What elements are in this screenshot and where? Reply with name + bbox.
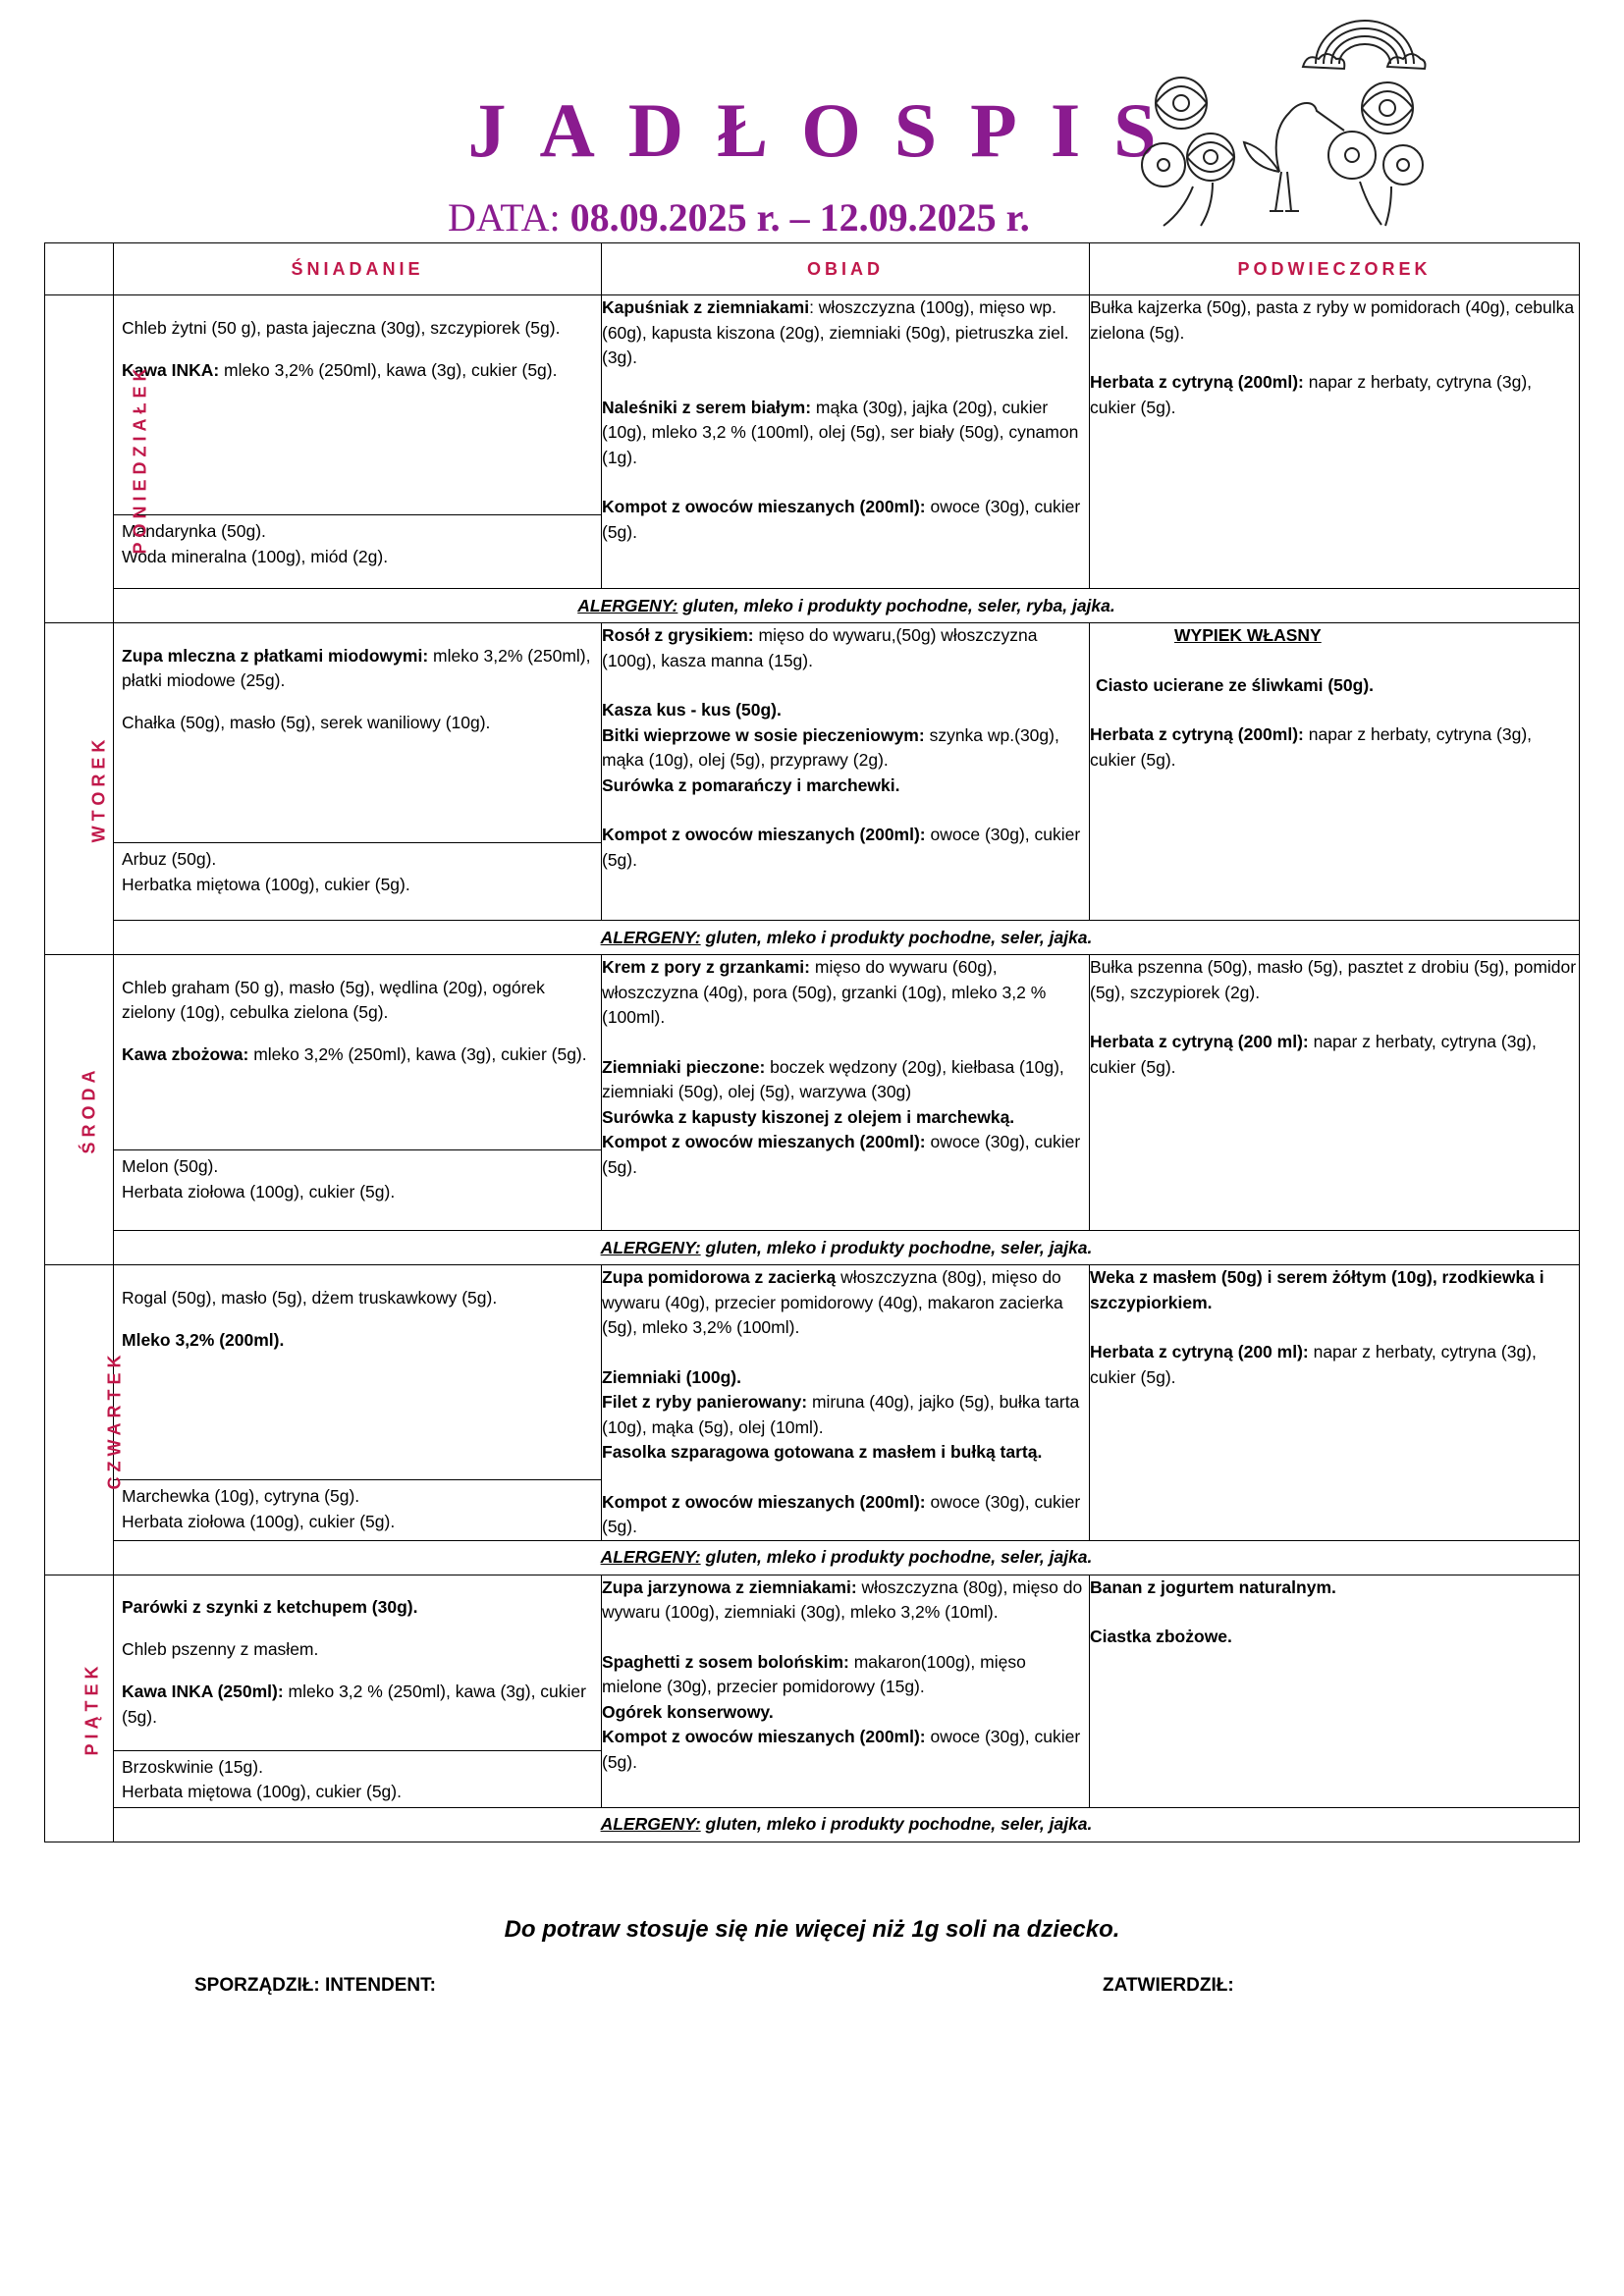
day-label-cell [45,295,150,623]
day-row [45,623,1580,921]
menu-item [602,1575,1089,1626]
menu-item-name: Spaghetti z sosem bolońskim: [602,1651,849,1672]
stork-flowers-rainbow-illustration [1134,10,1429,234]
menu-item [602,1440,1089,1466]
breakfast-cell [114,295,602,589]
allergen-row [45,589,1580,623]
menu-item [1090,295,1579,346]
menu-item-name: Surówka z pomarańczy i marchewki. [602,774,900,795]
spacer [602,1031,1089,1055]
allergen-row [45,1540,1580,1575]
menu-item: Marchewka (10g), cytryna (5g). [122,1486,360,1506]
allergen-cell [114,1540,1580,1575]
menu-item [602,1365,1089,1391]
allergen-list: gluten, mleko i produkty pochodne, seler, jajka. [700,1237,1093,1257]
menu-item-ingredients: napar z herbaty, cytryna (3g), cukier (5g). [1090,1032,1537,1077]
column-header-lunch: OBIAD [602,243,1090,295]
menu-item [602,1265,1089,1341]
menu-item-name: Herbata z cytryną (200ml): [1090,724,1304,744]
page-title: JADŁOSPIS [467,87,1190,173]
allergen-list: gluten, mleko i produkty pochodne, seler, jajka. [700,927,1093,947]
column-header-snack: PODWIECZOREK [1090,243,1580,295]
day-name: PIĄTEK [81,1660,102,1756]
breakfast-main [114,1265,601,1479]
menu-item [1090,1340,1579,1390]
menu-item [122,1595,593,1621]
breakfast-main [114,1575,601,1750]
breakfast-cell [114,623,602,921]
menu-item [602,774,1089,799]
allergen-row [45,921,1580,955]
breakfast-second [114,1750,601,1811]
menu-item [122,1328,593,1354]
menu-item-ingredients: Bułka pszenna (50g), masło (5g), pasztet z drobiu (5g), pomidor (5g), szczypiorek (2g). [1090,957,1577,1002]
menu-table [44,242,1580,1842]
allergen-label: ALERGENY: [600,1547,701,1567]
menu-item-name: Weka z masłem (50g) i serem żółtym (10g), rzodkiewka i szczypiorkiem. [1090,1267,1544,1312]
day-label-cell [45,1265,125,1575]
breakfast-cell [114,1265,602,1541]
spacer [602,1341,1089,1365]
spacer [1090,346,1579,370]
spacer [1090,1005,1579,1030]
menu-item-name: Krem z pory z grzankami: [602,957,810,977]
breakfast-main [114,955,601,1149]
menu-item-ingredients: makaron(100g), mięso mielone (30g), przecier pomidorowy (15g). [602,1651,1026,1696]
column-header-breakfast: ŚNIADANIE [114,243,602,295]
salt-note: Do potraw stosuje się nie więcej niż 1g soli na dziecko. [504,1916,1120,1943]
menu-item-ingredients: owoce (30g), cukier (5g). [602,1132,1081,1177]
menu-item [602,823,1089,873]
snack-cell [1090,1265,1580,1541]
allergen-list: gluten, mleko i produkty pochodne, seler, jajka. [700,1547,1093,1567]
allergen-label: ALERGENY: [600,927,701,947]
menu-item [122,644,593,694]
allergen-label: ALERGENY: [600,1814,701,1834]
lunch-cell [602,955,1090,1231]
spacer [602,371,1089,396]
spacer [602,1626,1089,1650]
menu-item-name: Ogórek konserwowy. [602,1701,774,1722]
menu-item: Herbata miętowa (100g), cukier (5g). [122,1782,402,1801]
breakfast-main [114,623,601,842]
breakfast-second [114,842,601,920]
allergen-list: gluten, mleko i produkty pochodne, seler, ryba, jajka. [677,595,1115,615]
menu-item: Herbata ziołowa (100g), cukier (5g). [122,1181,396,1201]
menu-item-name: Kawa INKA: [122,359,220,380]
menu-item-name: Mleko 3,2% (200ml). [122,1329,285,1350]
menu-item [122,1286,593,1311]
approved-by-label: ZATWIERDZIŁ: [1103,1975,1234,1996]
allergen-row [45,1807,1580,1842]
day-row [45,1265,1580,1541]
menu-item-name: Herbata z cytryną (200ml): [1090,372,1304,392]
day-label-cell [45,1575,114,1842]
menu-item-name: Kasza kus - kus (50g). [602,700,782,720]
allergen-label: ALERGENY: [600,1237,701,1257]
breakfast-second [114,514,601,588]
allergen-cell [114,1231,1580,1265]
menu-item-name: Kompot z owoców mieszanych (200ml): [602,1727,926,1746]
menu-item [602,1130,1089,1180]
menu-item-ingredients: mąka (30g), jajka (20g), cukier (10g), mleko 3,2 % (100ml), olej (5g), ser biały (50g), cynamon (1g). [602,397,1079,467]
menu-item [1090,370,1579,420]
spacer [1090,698,1579,722]
breakfast-main [114,295,601,514]
menu-item: Brzoskwinie (15g). [122,1756,263,1777]
lunch-cell [602,295,1090,589]
menu-item-name: Bitki wieprzowe w sosie pieczeniowym: [602,724,925,745]
menu-item-name: Ziemniaki (100g). [602,1366,741,1387]
date-label: DATA: [448,195,561,240]
menu-item-ingredients: mleko 3,2% (250ml), kawa (3g), cukier (5g). [219,359,558,380]
spacer [1090,649,1579,673]
breakfast-cell [114,1575,602,1807]
menu-item-ingredients: miruna (40g), jajko (5g), bułka tarta (10g), mąka (5g), olej (10ml). [602,1392,1080,1437]
menu-item-name: Zupa pomidorowa z zacierką [602,1267,837,1287]
menu-item-ingredients: szynka wp.(30g), mąka (10g), olej (5g), przyprawy (2g). [602,724,1059,770]
menu-item-ingredients: mięso do wywaru (60g), włoszczyzna (40g), pora (50g), grzanki (10g), mleko 3,2 % (100ml). [602,957,1047,1027]
menu-item-name: Banan z jogurtem naturalnym. [1090,1576,1336,1597]
menu-item-ingredients: owoce (30g), cukier (5g). [602,1491,1081,1536]
menu-item-name: Kompot z owoców mieszanych (200ml): [602,1491,926,1512]
allergen-cell [114,921,1580,955]
menu-item [1090,1030,1579,1080]
menu-item [1090,623,1579,649]
lunch-cell [602,1575,1090,1807]
menu-item-name: Kawa zbożowa: [122,1044,249,1064]
menu-item: Arbuz (50g). [122,849,217,869]
menu-item-name: Ziemniaki pieczone: [602,1056,766,1077]
menu-item-name: Herbata z cytryną (200 ml): [1090,1032,1309,1051]
menu-item: Herbatka miętowa (100g), cukier (5g). [122,874,410,894]
menu-item-ingredients: Chałka (50g), masło (5g), serek waniliowy (10g). [122,713,491,732]
menu-item [602,1700,1089,1726]
menu-item-ingredients: Chleb żytni (50 g), pasta jajeczna (30g), szczypiorek (5g). [122,317,561,338]
menu-item-name: Kompot z owoców mieszanych (200ml): [602,497,926,516]
menu-item [1090,1575,1579,1601]
menu-item [602,1105,1089,1131]
menu-item-name: Kawa INKA (250ml): [122,1682,284,1701]
day-row [45,295,1580,589]
menu-item [602,955,1089,1031]
menu-item [602,1390,1089,1440]
menu-item-ingredients: napar z herbaty, cytryna (3g), cukier (5g). [1090,1342,1537,1387]
spacer [1090,1315,1579,1340]
menu-item-ingredients: włoszczyzna (80g), mięso do wywaru (40g), przecier pomidorowy (40g), makaron zacierka (5g), mleko 3,2% (100ml). [602,1267,1063,1337]
allergen-row [45,1231,1580,1265]
menu-item [602,1725,1089,1775]
menu-item-name: Fasolka szparagowa gotowana z masłem i bułką tartą. [602,1442,1043,1462]
day-label-cell [45,623,114,955]
lunch-cell [602,623,1090,921]
spacer [602,1466,1089,1490]
menu-item-ingredients: mleko 3,2 % (250ml), kawa (3g), cukier (5g). [122,1682,586,1727]
menu-item-name: Zupa jarzynowa z ziemniakami: [602,1576,857,1597]
menu-item [602,1055,1089,1105]
menu-item-name: Herbata z cytryną (200 ml): [1090,1342,1309,1362]
menu-item-name: Parówki z szynki z ketchupem (30g). [122,1597,418,1617]
menu-item: Woda mineralna (100g), miód (2g). [122,546,389,566]
spacer [602,470,1089,495]
menu-item [602,698,1089,723]
menu-item-ingredients: : włoszczyzna (100g), mięso wp.(60g), kapusta kiszona (20g), ziemniaki (50g), pietruszka ziel. (3g). [602,297,1069,367]
menu-item: Melon (50g). [122,1156,219,1176]
menu-item-ingredients: mięso do wywaru,(50g) włoszczyzna (100g), kasza manna (15g). [602,625,1038,670]
menu-item-ingredients: mleko 3,2% (250ml), płatki miodowe (25g). [122,645,591,690]
menu-item [122,316,593,342]
menu-item [1090,955,1579,1005]
menu-item-ingredients: boczek wędzony (20g), kiełbasa (10g), ziemniaki (50g), olej (5g), warzywa (30g) [602,1056,1064,1101]
menu-item [122,976,593,1026]
breakfast-second [114,1149,601,1230]
menu-item [1090,673,1579,699]
menu-item [122,1680,593,1730]
menu-item [602,295,1089,371]
breakfast-cell [114,955,602,1231]
menu-item-name: Kompot z owoców mieszanych (200ml): [602,1132,926,1151]
date-value: 08.09.2025 r. – 12.09.2025 r. [560,195,1030,240]
allergen-cell [114,1807,1580,1842]
menu-item-heading: WYPIEK WŁASNY [1174,625,1322,645]
day-name: ŚRODA [79,1065,99,1154]
date-range [448,194,1030,240]
menu-item: Herbata ziołowa (100g), cukier (5g). [122,1511,396,1531]
prepared-by-label: SPORZĄDZIŁ: INTENDENT: [194,1975,436,1996]
breakfast-second [114,1479,601,1540]
snack-cell [1090,295,1580,589]
menu-item [122,1637,593,1663]
day-row [45,1575,1580,1807]
menu-item-ingredients: Chleb graham (50 g), masło (5g), wędlina (20g), ogórek zielony (10g), cebulka zielona (5g). [122,977,545,1022]
corner-cell [45,243,114,295]
menu-item-name: Ciastka zbożowe. [1090,1627,1232,1646]
menu-item-ingredients: Rogal (50g), masło (5g), dżem truskawkowy (5g). [122,1287,498,1308]
menu-item [122,1042,593,1068]
menu-item-ingredients: Chleb pszenny z masłem. [122,1639,319,1659]
menu-item-name: Filet z ryby panierowany: [602,1392,808,1412]
allergen-list: gluten, mleko i produkty pochodne, seler, jajka. [700,1814,1093,1834]
allergen-label: ALERGENY: [577,595,678,615]
day-row [45,955,1580,1231]
menu-item [602,723,1089,774]
menu-item-name: Zupa mleczna z płatkami miodowymi: [122,645,429,666]
menu-item [602,495,1089,545]
menu-item [1090,722,1579,773]
menu-item-ingredients: mleko 3,2% (250ml), kawa (3g), cukier (5g). [248,1044,587,1064]
menu-item [602,623,1089,673]
menu-item [602,396,1089,471]
day-name: WTOREK [88,734,109,843]
menu-item-ingredients: owoce (30g), cukier (5g). [602,1727,1081,1772]
menu-item-ingredients: owoce (30g), cukier (5g). [602,825,1081,870]
menu-item-name: Rosół z grysikiem: [602,625,754,645]
menu-item-ingredients: owoce (30g), cukier (5g). [602,497,1081,542]
snack-cell [1090,955,1580,1231]
menu-item: Mandarynka (50g). [122,521,266,541]
menu-item-name: Naleśniki z serem białym: [602,397,812,417]
menu-item-ingredients: włoszczyzna (80g), mięso do wywaru (100g), ziemniaki (30g), mleko 3,2% (10ml). [602,1576,1083,1622]
menu-item [122,711,593,736]
menu-item-name: Kompot z owoców mieszanych (200ml): [602,825,926,844]
spacer [1090,1600,1579,1625]
menu-item [1090,1625,1579,1650]
spacer [602,673,1089,698]
day-label-cell [45,955,114,1265]
snack-cell [1090,623,1580,921]
snack-cell [1090,1575,1580,1807]
menu-item [122,358,593,384]
day-name: PONIEDZIAŁEK [130,363,150,555]
spacer [602,798,1089,823]
allergen-cell [114,589,1580,623]
menu-item-ingredients: napar z herbaty, cytryna (3g), cukier (5g). [1090,724,1533,770]
day-name: CZWARTEK [104,1350,125,1490]
menu-item [602,1490,1089,1540]
menu-item-name: Kapuśniak z ziemniakami [602,297,810,317]
menu-item-name: Ciasto ucierane ze śliwkami (50g). [1096,674,1375,695]
menu-item-name: Surówka z kapusty kiszonej z olejem i marchewką. [602,1106,1015,1127]
menu-item-ingredients: napar z herbaty, cytryna (3g), cukier (5g). [1090,372,1533,417]
menu-item-ingredients: Bułka kajzerka (50g), pasta z ryby w pomidorach (40g), cebulka zielona (5g). [1090,297,1575,343]
menu-item [602,1650,1089,1700]
menu-item [1090,1265,1579,1315]
lunch-cell [602,1265,1090,1541]
